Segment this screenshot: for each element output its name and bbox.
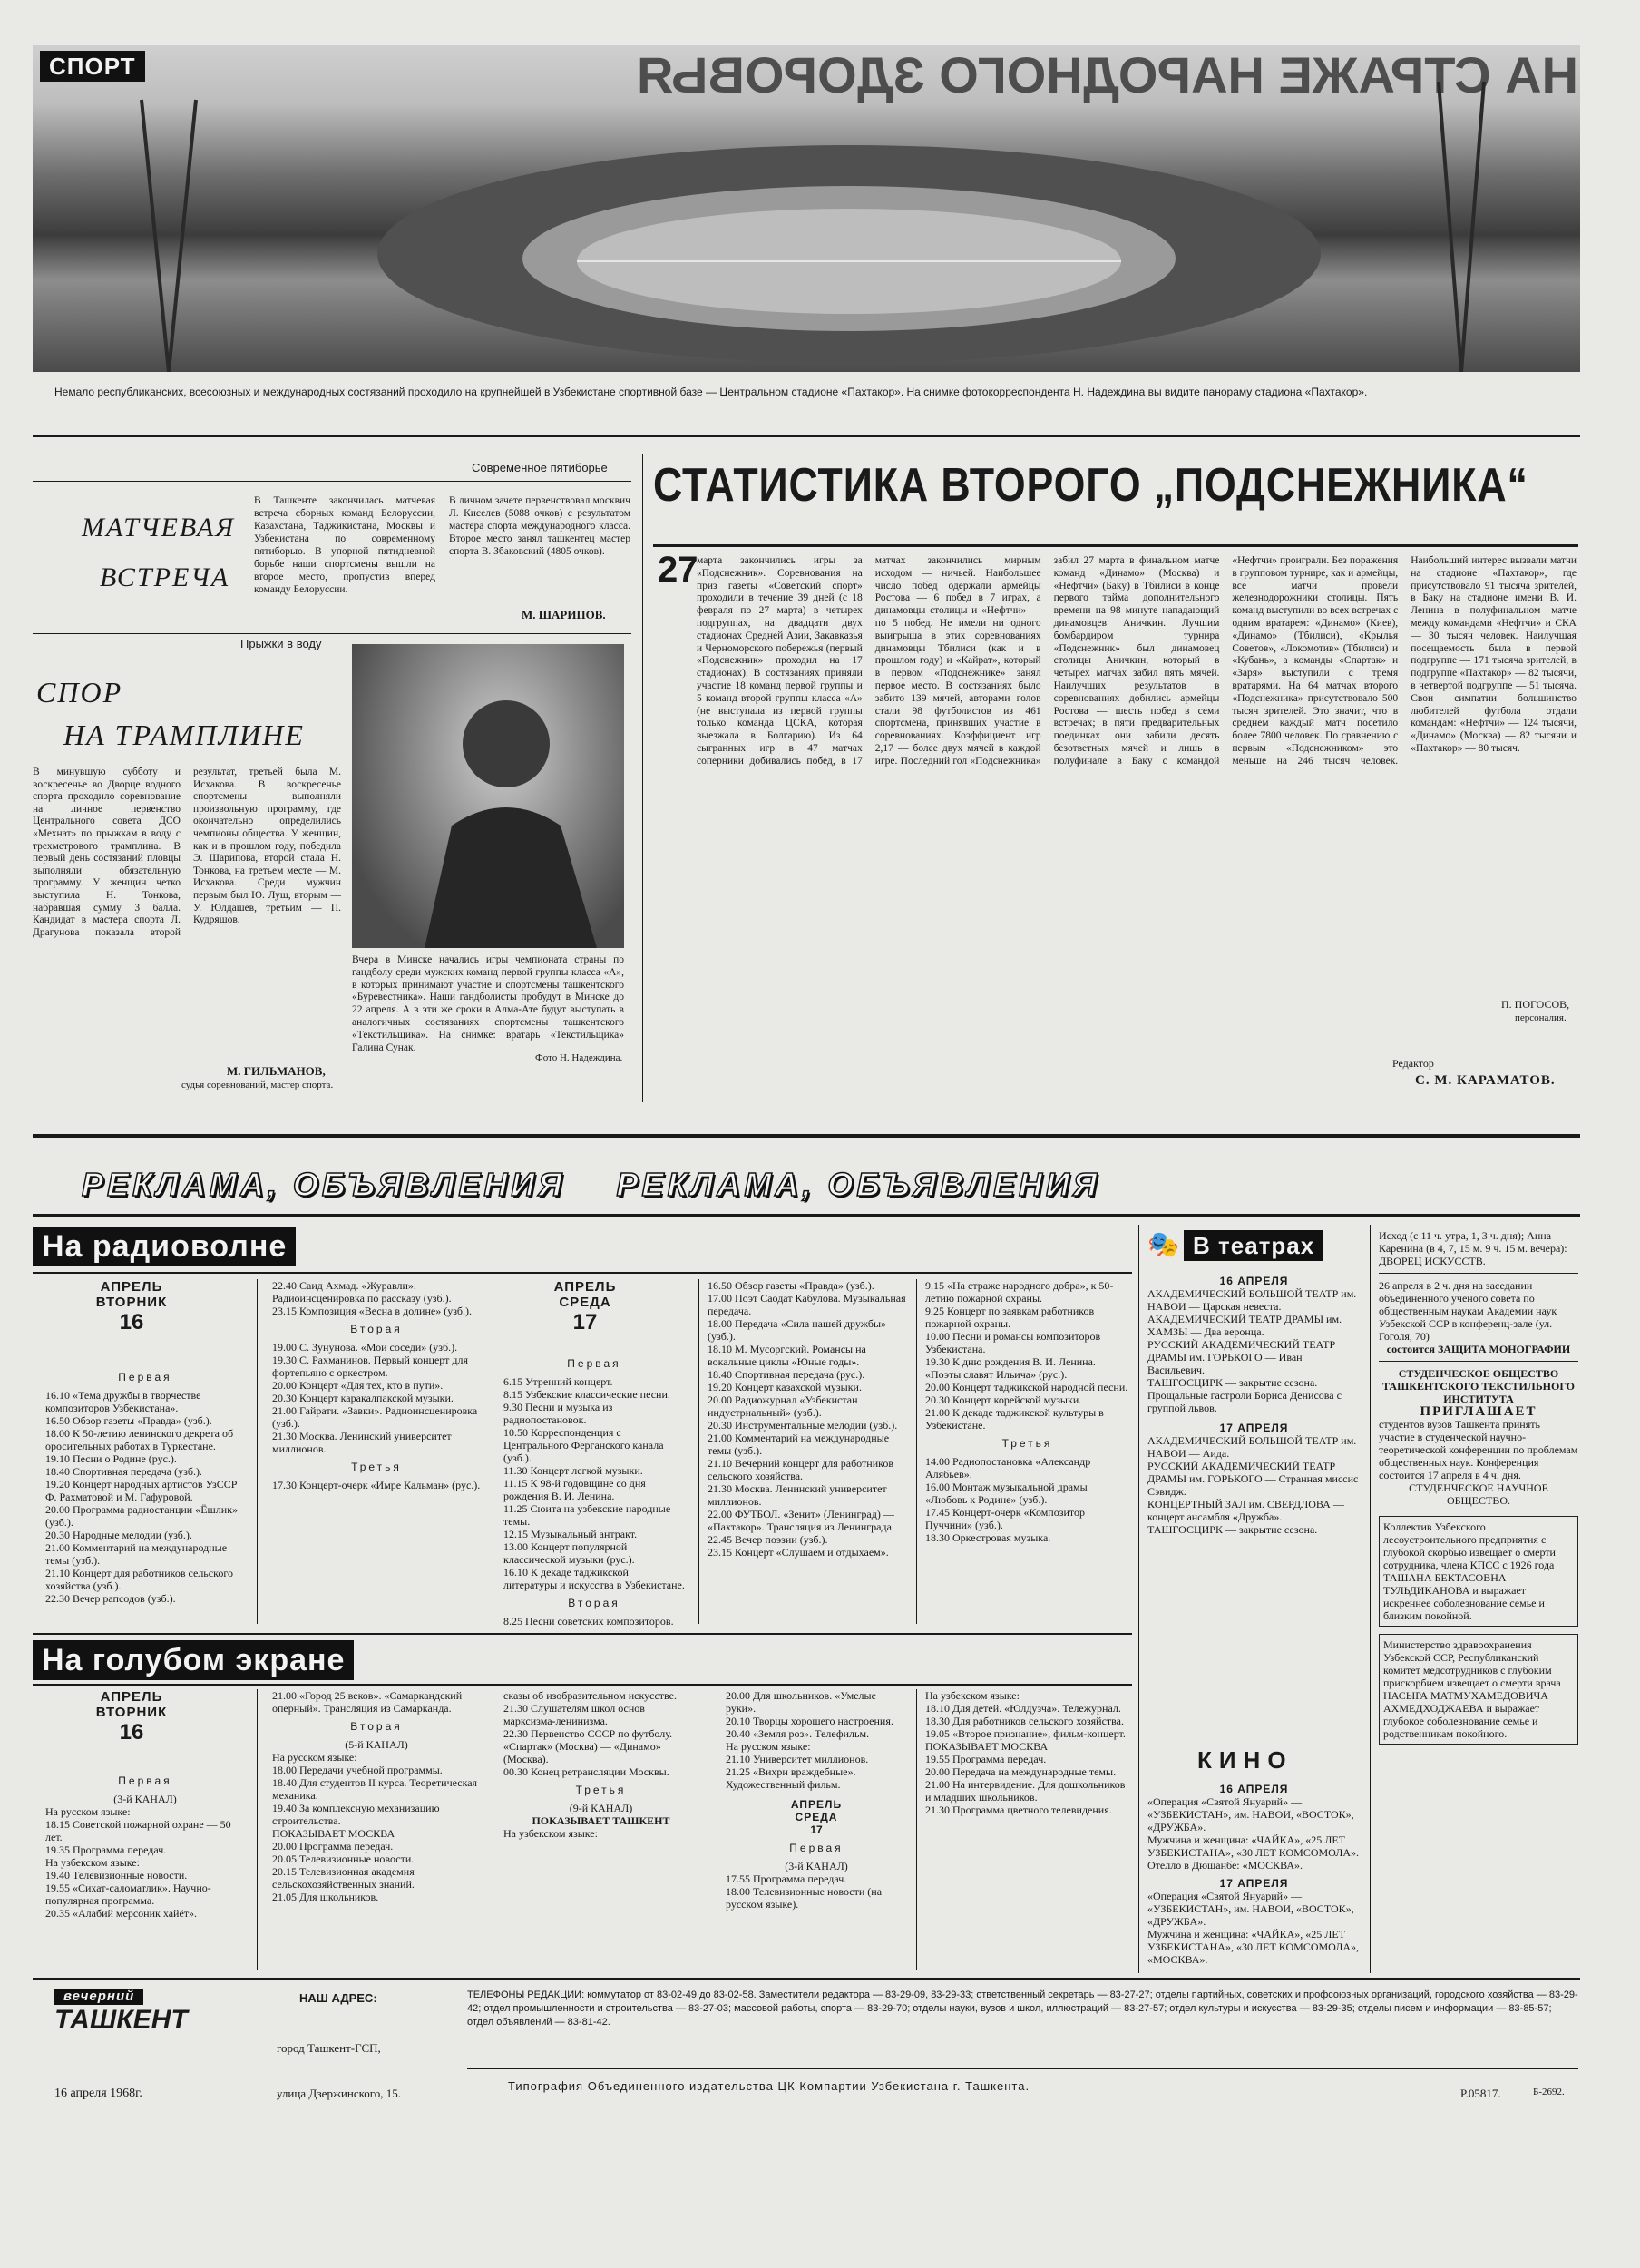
goalkeeper-figure: [352, 644, 624, 948]
radio-item: 9.30 Песни и музыка из радиопостановок.: [503, 1401, 613, 1426]
chess-title-2: ВСТРЕЧА: [100, 562, 230, 592]
radio-prog-first: Первая: [118, 1371, 172, 1383]
stats-dropcap: 27: [658, 550, 698, 590]
tv-day2-num: 17: [810, 1823, 823, 1836]
radio-item: 13.00 Концерт популярной классической музыки (рус.).: [503, 1540, 635, 1566]
radio-item: 18.40 Спортивная передача (рус.).: [708, 1368, 865, 1381]
radio-item: 18.00 К 50-летию ленинского декрета об оросительных работах в Туркестане.: [45, 1427, 234, 1452]
radio-item: 21.10 Вечерний концерт для работников сельского хозяйства.: [708, 1457, 893, 1482]
radio-item: 19.00 С. Зунунова. «Мои соседи» (узб.).: [272, 1341, 458, 1354]
divider: [1138, 1225, 1139, 1973]
radio-item: 22.45 Вечер поэзии (узб.).: [708, 1533, 828, 1546]
radio-item: 14.00 Радиопостановка «Александр Алябьев».: [925, 1455, 1091, 1481]
tv-item: 18.15 Советской пожарной охране — 50 лет.: [45, 1818, 231, 1843]
diving-author-role: судья соревнований, мастер спорта.: [181, 1080, 334, 1090]
tv-prog-first: Первая: [789, 1842, 844, 1854]
tv-col-4: [726, 1689, 907, 1911]
stats-author: П. ПОГОСОВ,: [1501, 998, 1570, 1011]
radio-item: 19.30 К дню рождения В. И. Ленина. «Поэты славят Ильича» (рус.).: [925, 1355, 1096, 1381]
address-line-2: улица Дзержинского, 15.: [277, 2087, 402, 2100]
tv-item: 19.40 За комплексную механизацию строительства.: [272, 1802, 440, 1827]
theatre-item: КОНЦЕРТНЫЙ ЗАЛ им. СВЕРДЛОВА — концерт ансамбля «Дружба».: [1147, 1498, 1344, 1523]
diving-title-2: НА ТРАМПЛИНЕ: [63, 719, 305, 751]
radio-item: 21.00 Комментарий на международные темы (узб.).: [708, 1432, 890, 1457]
radio-item: 16.00 Монтаж музыкальной драмы «Любовь к Родине» (узб.).: [925, 1481, 1088, 1506]
tv-item: 21.05 Для школьников.: [272, 1891, 379, 1903]
radio-item: 18.00 Передача «Сила нашей дружбы» (узб.).: [708, 1317, 887, 1343]
address-line-1: город Ташкент-ГСП,: [277, 2041, 381, 2055]
radio-item: 10.00 Песни и романсы композиторов Узбекистана.: [925, 1330, 1101, 1355]
divider: [717, 1689, 718, 1970]
tv-item: 21.30 Слушателям школ основ марксизма-ленинизма.: [503, 1702, 645, 1727]
radio-item: 10.50 Корреспонденция с Центрального Ферганского канала (узб.).: [503, 1426, 664, 1464]
tv-item: 21.00 На интервидение. Для дошкольников и младших школьников.: [925, 1778, 1126, 1804]
radio-col-2: [272, 1279, 481, 1491]
kino-list: [1147, 1783, 1361, 1966]
index-code: Р.05817.: [1460, 2087, 1501, 2100]
radio-item: 9.25 Концерт по заявкам работников пожарной охраны.: [925, 1305, 1095, 1330]
logo-line-1: вечерний: [54, 1989, 143, 2005]
theatre-item: РУССКИЙ АКАДЕМИЧЕСКИЙ ТЕАТР ДРАМЫ им. ГОРЬКОГО — Странная миссис Сэвидж.: [1147, 1460, 1359, 1498]
divider: [916, 1689, 917, 1970]
tv-item: 19.55 Программа передач.: [925, 1753, 1047, 1765]
editorial-phones: ТЕЛЕФОНЫ РЕДАКЦИИ: коммутатор от 83-02-49 до 83-02-58. Заместители редактора — 83-29-09, 83-29-33; ответственный секретарь — 83-27-27; отделы партийных, советских и профсоюзных организаций, городского хозяйства — 83-29-42; отдел промышленности и строительства — 83-27-03; массовой работы, спорта — 83-29-70; отделы науки, вузов и школ, иллюстраций — 83-27-57; отдел культуры и искусства — 83-29-35; отделы писем и информации — 83-85-57; отдел объявлений — 83-81-42.: [467, 1989, 1578, 2028]
divider: [33, 633, 631, 634]
tv-item: 20.00 Передача на международные темы.: [925, 1765, 1117, 1778]
diving-title-1: СПОР: [36, 676, 123, 709]
radio-item: 19.10 Песни о Родине (рус.).: [45, 1452, 177, 1465]
ads-header: РЕКЛАМА, ОБЪЯВЛЕНИЯ РЕКЛАМА, ОБЪЯВЛЕНИЯ: [82, 1166, 1101, 1203]
tv-col-5: [925, 1689, 1129, 1816]
tv-day1-weekday: ВТОРНИК: [95, 1705, 168, 1720]
radio-item: 21.10 Концерт для работников сельского хозяйства (узб.).: [45, 1567, 233, 1592]
kino-item: «Операция «Святой Януарий» — «УЗБЕКИСТАН», им. НАВОИ, «ВОСТОК», «ДРУЖБА».: [1147, 1890, 1354, 1928]
radio-banner: На радиоволне: [33, 1227, 296, 1266]
radio-item: 16.10 К декаде таджикской литературы и искусства в Узбекистане.: [503, 1566, 685, 1591]
radio-item: 16.50 Обзор газеты «Правда» (узб.).: [708, 1279, 874, 1292]
radio-item: 20.30 Инструментальные мелодии (узб.).: [708, 1419, 898, 1432]
tv-item: 21.30 Программа цветного телевидения.: [925, 1804, 1112, 1816]
theatre-item: АКАДЕМИЧЕСКИЙ ТЕАТР ДРАМЫ им. ХАМЗЫ — Два веронца.: [1147, 1313, 1342, 1338]
chess-title-1: МАТЧЕВАЯ: [82, 513, 236, 543]
obituary-2: Министерство здравоохранения Узбекской ССР, Республиканский комитет медсотрудников с глубоким прискорбием извещает о смерти врача НАСЫРА МАТМУХАМЕДОВИЧА АХМЕДХОДЖАЕВА и выражает глубокое соболезнование семье и родственникам покойного.: [1379, 1634, 1578, 1745]
radio-item: 17.30 Концерт-очерк «Имре Кальман» (рус.).: [272, 1479, 481, 1491]
tv-day2-weekday: СРЕДА: [795, 1811, 838, 1823]
radio-col-5: [925, 1279, 1129, 1544]
notice-invite: ПРИГЛАШАЕТ: [1420, 1404, 1538, 1419]
tv-item: 20.35 «Алабий мерсоник хайёт».: [45, 1907, 198, 1920]
tv-prog-second: Вторая: [350, 1720, 403, 1733]
divider: [33, 1978, 1580, 1980]
tv-item: На русском языке:: [726, 1740, 811, 1753]
radio-item: 22.00 ФУТБОЛ. «Зенит» (Ленинград) — «Пахтакор». Трансляция из Ленинграда.: [708, 1508, 894, 1533]
notice-defense-title: состоится ЗАЩИТА МОНОГРАФИИ: [1386, 1343, 1571, 1355]
kino-item: Мужчина и женщина: «ЧАЙКА», «25 ЛЕТ УЗБЕКИСТАНА», «30 ЛЕТ КОМСОМОЛА», «МОСКВА».: [1147, 1928, 1360, 1966]
masthead-logo: [54, 1989, 188, 2036]
tv-item: 18.00 Телевизионные новости (на русском языке).: [726, 1885, 883, 1911]
tv-item: 20.40 «Земля роз». Телефильм.: [726, 1727, 870, 1740]
tv-item: 20.05 Телевизионные новости.: [272, 1853, 415, 1865]
radio-day2: [508, 1279, 662, 1335]
radio-prog-second: Вторая: [350, 1323, 403, 1335]
notice-invite-text: студентов вузов Ташкента принять участие в студенческой научно-теоретической конференции по проблемам общественных наук. Конференция состоится 17 апреля в 4 ч. дня.: [1379, 1418, 1578, 1481]
divider: [33, 1684, 1132, 1686]
tv-item: 20.00 Программа передач.: [272, 1840, 394, 1853]
diving-author: М. ГИЛЬМАНОВ,: [227, 1064, 326, 1078]
tv-item: 20.00 Для школьников. «Умелые руки».: [726, 1689, 876, 1715]
radio-col-3: [503, 1352, 685, 1628]
divider: [698, 1279, 699, 1624]
radio-item: 21.00 Гайрати. «Завки». Радиоинсценировка (узб.).: [272, 1404, 478, 1430]
tv-item: На узбекском языке:: [503, 1827, 598, 1840]
logo-line-2: ТАШКЕНТ: [54, 2005, 188, 2035]
tv-item: ПОКАЗЫВАЕТ ТАШКЕНТ: [532, 1814, 670, 1827]
stats-title: СТАТИСТИКА ВТОРОГО „ПОДСНЕЖНИКА“: [653, 459, 1528, 512]
divider: [642, 454, 643, 1102]
stats-text: марта закончились игры за «Подснежник». Соревнования на приз газеты «Советский спорт» проходили в течение 39 дней (с 18 февраля по 27 марта) в четырех подгруппах, на двадцати двух стадионах Средней Азии, Закавказья и Черноморского побережья (первый «Подснежник» проходил на 17 стадионах). В состязаниях приняли участие 18 команд первой группы и 5 команд второй группы класса «А» (не выступала из первой группы только команда ЦСКА, которая выезжала в Болгарию). Из 64 сыгранных игр в 47 матчах соперники добивались побед, в 17 матчах закончились мирным исходом — ничьей. Наибольшее число побед одержали армейцы Ростова — 6 побед в 7 играх, а динамовцы столицы и «Нефтчи» — по 5 побед. Не имели ни одного выигрыша в этих соревнованиях динамовцы Тбилиси (как и в прошлом году) и «Кайрат», который в первом «Подснежнике» занял первое место. В состязаниях было забито 139 мячей, авторами голов стали 98 футболистов из 461 спортсмена, принявших участие в соревнованиях. Коэффициент игр 2,17 — более двух мячей в каждой игре. Последний гол «Подснежника» забил 27 марта в финальном матче команд «Динамо» (Москва) и «Нефтчи» (Баку) в Тбилиси в конце первого тайма дополнительного времени на 98 минуте нападающий динамовцев Аничкин. Лучшим бомбардиром турнира «Подснежник» был динамовец столицы Аничкин, который в четырех матчах забил пять мячей. Наилучших результатов в соревнованиях добились армейцы Ростова — шесть побед в семи встречах; в пяти предварительных поединках они забили десять безответных мячей и лишь в полуфинале в Баку с командой «Нефтчи» проиграли. Без поражения в групповом турнире, как и армейцы, все матчи провели железнодорожники столицы. Пять команд выступили во всех встречах с одним вратарем: «Динамо» (Киев), «Динамо» (Тбилиси), «Крылья Советов», «Локомотив» (Тбилиси) и «Кубань», а команды «Спартак» и «Заря» выступили с тремя вратарями. На 64 матчах второго «Подснежника» присутствовало 500 тысяч зрителей. Это значит, что в среднем каждый матч посетило более 7800 человек. По сравнению с первым «Подснежником» это меньше на 246 тысяч человек. Наибольший интерес вызвали матчи на стадионе «Пахтакор», где присутствовало 91 тысяча зрителей, в Баку на стадионе имени В. И. Ленина в полуфинальном матче между командами «Нефтчи» и СКА — 30 тысяч человек. Наилучшая посещаемость была в первой подгруппе — 171 тысяча зрителей, в подгруппе «Пахтакор» — 82 тысячи, в четвертой подгруппе — 51 тысяча. Свои симпатии большинство любителей футбола отдали командам: «Нефтчи» — 124 тысячи, «Динамо» (Москва) — 82 тысячи и «Пахтакор» — 80 тысяч.: [697, 555, 1577, 767]
divider: [257, 1279, 258, 1624]
radio-day1-month: АПРЕЛЬ: [100, 1279, 163, 1295]
radio-item: 20.00 Радиожурнал «Узбекистан индустриальный» (узб.).: [708, 1393, 858, 1419]
stats-author-role: персоналия.: [1515, 1012, 1567, 1023]
radio-item: 11.25 Сюита на узбекские народные темы.: [503, 1502, 671, 1528]
diving-rubric: Прыжки в воду: [240, 637, 322, 650]
tv-item: На узбекском языке:: [925, 1689, 1020, 1702]
tv-day2-month: АПРЕЛЬ: [790, 1798, 843, 1811]
section-label: СПОРТ: [40, 51, 145, 82]
tv-item: 19.40 Телевизионные новости.: [45, 1869, 188, 1882]
divider: [916, 1279, 917, 1624]
tv-item: ПОКАЗЫВАЕТ МОСКВА: [925, 1740, 1049, 1753]
radio-item: 6.15 Утренний концерт.: [503, 1375, 613, 1388]
radio-item: 12.15 Музыкальный антракт.: [503, 1528, 638, 1540]
radio-item: 18.10 М. Мусоргский. Романсы на вокальные циклы «Юные годы».: [708, 1343, 866, 1368]
radio-item: 20.00 Концерт «Для тех, кто в пути».: [272, 1379, 444, 1392]
radio-day1: [54, 1279, 209, 1335]
stadium-caption: Немало республиканских, всесоюзных и международных состязаний проходило на крупнейшей в Узбекистане спортивной базе — Центральном стадионе «Пахтакор». На снимке фотокорреспондента Н. Надеждина вы видите панораму стадиона «Пахтакор».: [54, 386, 1368, 398]
theatre-banner: В театрах: [1184, 1230, 1323, 1261]
tv-item: На русском языке:: [45, 1805, 131, 1818]
radio-item: 16.50 Обзор газеты «Правда» (узб.).: [45, 1414, 212, 1427]
tv-day1-num: 16: [119, 1720, 144, 1745]
obituary-1: Коллектив Узбекского лесоустроительного предприятия с глубокой скорбью извещает о смерти сотрудника, члена КПСС с 1926 года ТАШАНА БЕКТАСОВНА ТУЛЬДИКАНОВА и выражает искреннее соболезнование семье и близким покойной.: [1379, 1516, 1578, 1627]
radio-item: 20.30 Концерт корейской музыки.: [925, 1393, 1082, 1406]
divider: [257, 1689, 258, 1970]
theatre-date-1: 16 АПРЕЛЯ: [1219, 1275, 1289, 1287]
tv-prog-third: Третья: [575, 1784, 627, 1796]
headline-banner: НА СТРАЖЕ НАРОДНОГО ЗДОРОВЬЯ: [637, 46, 1578, 103]
order-code: Б-2692.: [1533, 2087, 1565, 2097]
tv-channel: (3-й КАНАЛ): [785, 1860, 848, 1872]
radio-item: 20.30 Концерт каракалпакской музыки.: [272, 1392, 454, 1404]
divider: [33, 1633, 1132, 1635]
radio-item: 17.45 Концерт-очерк «Композитор Пуччини» (узб.).: [925, 1506, 1085, 1531]
theatre-item: РУССКИЙ АКАДЕМИЧЕСКИЙ ТЕАТР ДРАМЫ им. ГОРЬКОГО — Иван Васильевич.: [1147, 1338, 1336, 1376]
radio-item: 19.30 С. Рахманинов. Первый концерт для фортепьяно с оркестром.: [272, 1354, 469, 1379]
goalkeeper-photo: [352, 644, 624, 948]
tv-item: ПОКАЗЫВАЕТ МОСКВА: [272, 1827, 395, 1840]
tv-item: 00.30 Конец ретрансляции Москвы.: [503, 1765, 669, 1778]
radio-item: 19.20 Концерт казахской музыки.: [708, 1381, 862, 1393]
chess-text-b: В личном зачете первенствовал москвич Л. Киселев (5088 очков) с результатом мастера спорта международного класса. Второе место занял ташкентец мастер спорта В. Збаковский (4805 очков).: [449, 495, 630, 557]
tv-item: 19.35 Программа передач.: [45, 1843, 167, 1856]
radio-item: 21.00 К декаде таджикской культуры в Узбекистане.: [925, 1406, 1104, 1432]
radio-item: 9.15 «На страже народного добра», к 50-летию пожарной охраны.: [925, 1279, 1114, 1305]
tv-item: 18.30 Для работников сельского хозяйства.: [925, 1715, 1124, 1727]
radio-day1-num: 16: [119, 1310, 144, 1334]
divider: [33, 1272, 1132, 1274]
chess-author: М. ШАРИПОВ.: [522, 608, 606, 621]
radio-item: 18.30 Оркестровая музыка.: [925, 1531, 1051, 1544]
kino-date-1: 16 АПРЕЛЯ: [1219, 1783, 1289, 1795]
radio-item: 8.25 Песни советских композиторов.: [503, 1615, 674, 1628]
theatre-item: АКАДЕМИЧЕСКИЙ БОЛЬШОЙ ТЕАТР им. НАВОИ — Аида.: [1147, 1434, 1357, 1460]
chess-text-a: В Ташкенте закончилась матчевая встреча сборных команд Белоруссии, Казахстана, Таджикистана, Москвы и Узбекистана по современному пятиборью. В упорной пятидневной борьбе наши спортсмены вышли на второе место, пропустив вперед команду Белоруссии.: [254, 495, 435, 595]
divider: [467, 2068, 1578, 2069]
radio-item: 20.00 Программа радиостанции «Ёшлик» (узб.).: [45, 1503, 239, 1529]
kino-item: «Операция «Святой Януарий» — «УЗБЕКИСТАН», им. НАВОИ, «ВОСТОК», «ДРУЖБА».: [1147, 1795, 1354, 1833]
radio-item: 21.30 Москва. Ленинский университет миллионов.: [272, 1430, 452, 1455]
diving-photo-credit: Фото Н. Надеждина.: [535, 1052, 623, 1063]
radio-item: 21.00 Комментарий на международные темы (узб.).: [45, 1541, 228, 1567]
tv-channel: (9-й КАНАЛ): [569, 1802, 633, 1814]
divider: [1370, 1225, 1371, 1973]
radio-prog-second: Вторая: [568, 1597, 620, 1609]
theatre-item: АКАДЕМИЧЕСКИЙ БОЛЬШОЙ ТЕАТР им. НАВОИ — Царская невеста.: [1147, 1287, 1357, 1313]
radio-item: 22.40 Саид Ахмад. «Журавли». Радиоинсценировка по рассказу (узб.).: [272, 1279, 452, 1305]
kino-item: Отелло в Дюшанбе: «МОСКВА».: [1147, 1859, 1303, 1872]
issue-date: 16 апреля 1968г.: [54, 2087, 142, 2100]
tv-day1-month: АПРЕЛЬ: [100, 1689, 163, 1705]
radio-prog-third: Третья: [1001, 1437, 1053, 1450]
radio-col-1: [45, 1365, 245, 1605]
radio-item: 21.30 Москва. Ленинский университет миллионов.: [708, 1482, 887, 1508]
tv-item: На русском языке:: [272, 1751, 357, 1764]
address-label: НАШ АДРЕС:: [299, 1991, 377, 2005]
tv-item: 18.10 Для детей. «Юлдузча». Тележурнал.: [925, 1702, 1121, 1715]
kino-date-2: 17 АПРЕЛЯ: [1219, 1877, 1289, 1890]
theatre-masks-icon: 🎭: [1147, 1231, 1179, 1259]
radio-col-4: [708, 1279, 907, 1559]
divider: [653, 544, 1578, 547]
radio-day2-num: 17: [572, 1310, 598, 1334]
radio-day1-weekday: ВТОРНИК: [95, 1295, 168, 1310]
tv-item: На узбекском языке:: [45, 1856, 140, 1869]
theatre-date-2: 17 АПРЕЛЯ: [1219, 1422, 1289, 1434]
tv-item: 17.55 Программа передач.: [726, 1872, 847, 1885]
tv-prog-first: Первая: [118, 1774, 172, 1787]
theatre-item: ТАШГОСЦИРК — закрытие сезона. Прощальные гастроли Бориса Денисова с группой львов.: [1147, 1376, 1342, 1414]
divider: [33, 1134, 1580, 1138]
theatre-item: ТАШГОСЦИРК — закрытие сезона.: [1147, 1523, 1318, 1536]
radio-day2-weekday: СРЕДА: [559, 1295, 611, 1310]
divider: [33, 481, 631, 482]
diving-photo-caption: Вчера в Минске начались игры чемпионата страны по гандболу среди мужских команд первой группы класса «А», в которых принимают участие и спортсмены ташкентского «Буревестника». Наши гандболисты пробудут в Минске до 22 апреля. А в эти же сроки в Алма-Ате будут выступать в аналогичных состязаниях спортсмены ташкентского «Текстильщика». На снимке: вратарь «Текстильщика» Галина Сунак.: [352, 954, 624, 1053]
tv-item: сказы об изобразительном искусстве.: [503, 1689, 677, 1702]
radio-item: 23.15 Концерт «Слушаем и отдыхаем».: [708, 1546, 889, 1559]
radio-item: 19.20 Концерт народных артистов УзССР Ф. Рахматовой и М. Гафуровой.: [45, 1478, 238, 1503]
notice-society: СТУДЕНЧЕСКОЕ ОБЩЕСТВО ТАШКЕНТСКОГО ТЕКСТИЛЬНОГО ИНСТИТУТА: [1382, 1367, 1575, 1405]
radio-item: 23.15 Композиция «Весна в долине» (узб.).: [272, 1305, 473, 1317]
tv-item: 19.05 «Второе признание», фильм-концерт.: [925, 1727, 1126, 1740]
tv-item: 21.00 «Город 25 веков». «Самаркандский оперный». Трансляция из Самарканда.: [272, 1689, 463, 1715]
tv-day1: [54, 1689, 209, 1745]
tv-item: 21.10 Университет миллионов.: [726, 1753, 869, 1765]
tv-col-3: [503, 1689, 698, 1840]
tv-item: 22.30 Первенство СССР по футболу. «Спартак» (Москва) — «Динамо» (Москва).: [503, 1727, 673, 1765]
radio-item: 20.30 Народные мелодии (узб.).: [45, 1529, 192, 1541]
notice-society-sign: СТУДЕНЧЕСКОЕ НАУЧНОЕ ОБЩЕСТВО.: [1409, 1481, 1548, 1507]
tv-channel: (5-й КАНАЛ): [345, 1738, 408, 1751]
tv-item: 20.15 Телевизионная академия сельскохозяйственных знаний.: [272, 1865, 415, 1891]
radio-item: 22.30 Вечер рапсодов (узб.).: [45, 1592, 176, 1605]
divider: [33, 435, 1580, 437]
notice-top: Исход (с 11 ч. утра, 1, 3 ч. дня); Анна Каренина (в 4, 7, 15 м. 9 ч. 15 м. вечера): ДВОРЕЦ ИСКУССТВ.: [1379, 1229, 1567, 1267]
tv-col-2: [272, 1689, 481, 1903]
radio-item: 16.10 «Тема дружбы в творчестве композиторов Узбекистана».: [45, 1389, 201, 1414]
divider: [33, 1214, 1580, 1217]
notice-defense: 26 апреля в 2 ч. дня на заседании объединенного ученого совета по общественным наукам Академии наук Узбекской ССР в конференц-зале (ул. Гоголя, 70): [1379, 1279, 1557, 1343]
tv-col-1: [45, 1769, 245, 1920]
tv-item: 21.25 «Вихри враждебные». Художественный фильм.: [726, 1765, 856, 1791]
tv-item: 19.55 «Сихат-саломатлик». Научно-популярная программа.: [45, 1882, 211, 1907]
radio-day2-month: АПРЕЛЬ: [553, 1279, 617, 1295]
radio-prog-first: Первая: [567, 1357, 621, 1370]
radio-item: 11.30 Концерт легкой музыки.: [503, 1464, 643, 1477]
radio-item: 8.15 Узбекские классические песни.: [503, 1388, 670, 1401]
tv-banner: На голубом экране: [33, 1640, 354, 1680]
radio-prog-third: Третья: [351, 1461, 402, 1473]
tv-item: 20.10 Творцы хорошего настроения.: [726, 1715, 893, 1727]
notices-column: [1379, 1229, 1578, 1745]
diving-text: В минувшую субботу и воскресенье во Дворце водного спорта проходило соревнование на личное первенство Центрального совета ДСО «Мехнат» по прыжкам в воду с трехметрового трамплина. В первый день состязаний пловцы выполняли обязательную программу. У женщин четко выступила Н. Тонкова, набравшая сумму 3 балла. Кандидат в мастера спорта Л. Драгунова показала второй результат, третьей была М. Исхакова. В воскресенье спортсмены выполняли произвольную программу, где окончательно определились чемпионы общества. У женщин, как и в прошлом году, победила Э. Шарипова, второй стала Н. Тонкова, на третьем месте — М. Исхакова. Среди мужчин первым был Ю. Луш, вторым — У. Юлдашев, третьим — П. Кудряшов.: [33, 767, 341, 938]
radio-item: 20.00 Концерт таджикской народной песни.: [925, 1381, 1128, 1393]
kino-item: Мужчина и женщина: «ЧАЙКА», «25 ЛЕТ УЗБЕКИСТАНА», «30 ЛЕТ КОМСОМОЛА».: [1147, 1833, 1360, 1859]
tv-item: 18.40 Для студентов II курса. Теоретическая механика.: [272, 1776, 478, 1802]
tv-channel: (3-й КАНАЛ): [113, 1793, 177, 1805]
radio-item: 11.15 К 98-й годовщине со дня рождения В. И. Ленина.: [503, 1477, 646, 1502]
radio-item: 17.00 Поэт Саодат Кабулова. Музыкальная передача.: [708, 1292, 906, 1317]
kino-title: КИНО: [1197, 1746, 1293, 1774]
chess-rubric: Современное пятиборье: [472, 461, 608, 474]
editor-name: С. М. КАРАМАТОВ.: [1415, 1073, 1556, 1088]
tv-item: 18.00 Передачи учебной программы.: [272, 1764, 443, 1776]
theatre-list: [1147, 1275, 1361, 1536]
editor-label: Редактор: [1392, 1057, 1434, 1070]
printer-info: Типография Объединенного издательства ЦК Компартии Узбекистана г. Ташкента.: [508, 2079, 1030, 2093]
radio-item: 18.40 Спортивная передача (узб.).: [45, 1465, 202, 1478]
